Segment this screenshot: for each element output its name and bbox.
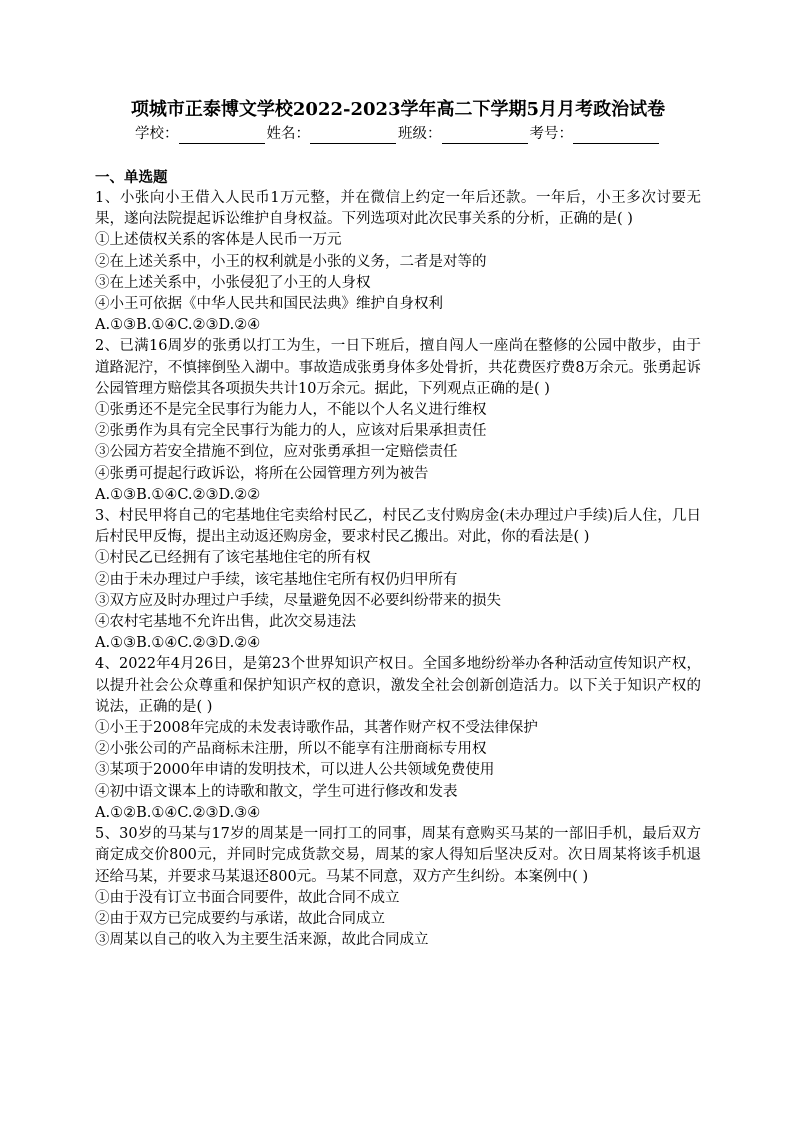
section-title: 一、单选题 <box>95 169 168 186</box>
question-stem: 2、已满16周岁的张勇以打工为生，一日下班后，擅自闯人一座尚在整修的公园中散步，由于道路泥泞，不慎摔倒坠入湖中。事故造成张勇身体多处骨折，共花费医疗费8万余元。张勇起诉公园管理方赔偿其各项损失共计10万余元。据此，下列观点正确的是( ) <box>95 338 701 397</box>
question-stem: 1、小张向小王借入人民币1万元整，并在微信上约定一年后还款。一年后，小王多次讨要无果，遂向法院提起诉讼维护自身权益。下列选项对此次民事关系的分析，正确的是( ) <box>95 190 701 228</box>
question-option: ①上述债权关系的客体是人民币一万元 <box>95 232 342 249</box>
question-4 <box>95 654 701 824</box>
question-option: ①由于没有订立书面合同要件，故此合同不成立 <box>95 889 400 906</box>
question-option: ③某项于2000年申请的发明技术，可以进人公共领域免费使用 <box>95 762 495 779</box>
question-option: ③公园方若安全措施不到位，应对张勇承担一定赔偿责任 <box>95 444 458 461</box>
class-label: 班级： <box>398 126 442 142</box>
class-field <box>398 124 530 144</box>
question-option: ④初中语文课本上的诗歌和散文，学生可进行修改和发表 <box>95 783 458 800</box>
answer-choices: A.①②B.①④C.②③D.③④ <box>95 804 261 821</box>
student-info-line <box>95 124 701 144</box>
question-option: ①张勇还不是完全民事行为能力人，不能以个人名义进行维权 <box>95 402 487 419</box>
question-option: ④小王可依据《中华人民共和国民法典》维护自身权利 <box>95 296 443 313</box>
name-field <box>267 124 399 144</box>
question-option: ②由于未办理过户手续，该宅基地住宅所有权仍归甲所有 <box>95 571 458 588</box>
school-field <box>135 124 267 144</box>
question-stem: 5、30岁的马某与17岁的周某是一同打工的同事，周某有意购买马某的一部旧手机，最后双方商定成交价800元，并同时完成货款交易，周某的家人得知后坚决反对。次日周某将该手机退还给马某，并要求马某退还800元。马某不同意，双方产生纠纷。本案例中( ) <box>95 826 701 885</box>
question-option: ②在上述关系中，小王的权利就是小张的义务，二者是对等的 <box>95 253 487 270</box>
question-option: ②张勇作为具有完全民事行为能力的人，应该对后果承担责任 <box>95 423 487 440</box>
question-option: ③周某以自己的收入为主要生活来源，故此合同成立 <box>95 932 429 949</box>
question-1 <box>95 188 701 336</box>
question-5 <box>95 824 701 951</box>
question-option: ③双方应及时办理过户手续，尽量避免因不必要纠纷带来的损失 <box>95 592 501 609</box>
school-label: 学校： <box>135 126 179 142</box>
question-3 <box>95 506 701 654</box>
answer-choices: A.①③B.①④C.②③D.②④ <box>95 635 261 652</box>
exam-page <box>95 98 701 951</box>
question-option: ①小王于2008年完成的未发表诗歌作品，其著作财产权不受法律保护 <box>95 720 538 737</box>
question-stem: 4、2022年4月26日，是第23个世界知识产权日。全国多地纷纷举办各种活动宣传知识产权，以提升社会公众尊重和保护知识产权的意识，激发全社会创新创造活力。以下关于知识产权的说法，正确的是( ) <box>95 656 701 715</box>
question-option: ②小张公司的产品商标未注册，所以不能享有注册商标专用权 <box>95 741 487 758</box>
question-option: ②由于双方已完成要约与承诺，故此合同成立 <box>95 910 385 927</box>
question-option: ①村民乙已经拥有了该宅基地住宅的所有权 <box>95 550 371 567</box>
name-blank <box>310 127 396 144</box>
answer-choices: A.①③B.①④C.②③D.②④ <box>95 317 261 334</box>
question-option: ④张勇可提起行政诉讼，将所在公园管理方列为被告 <box>95 465 429 482</box>
question-2 <box>95 336 701 506</box>
name-label: 姓名： <box>266 126 310 142</box>
question-option: ③在上述关系中，小张侵犯了小王的人身权 <box>95 274 371 291</box>
class-blank <box>442 127 528 144</box>
exam-number-blank <box>573 127 659 144</box>
exam-title: 项城市正泰博文学校2022-2023学年高二下学期5月月考政治试卷 <box>130 99 666 120</box>
question-option: ④农村宅基地不允许出售，此次交易违法 <box>95 614 356 631</box>
exam-number-label: 考号： <box>529 126 573 142</box>
school-blank <box>179 127 265 144</box>
answer-choices: A.①③B.①④C.②③D.②② <box>95 486 261 503</box>
question-stem: 3、村民甲将自己的宅基地住宅卖给村民乙，村民乙支付购房金(未办理过户手续)后人住，几日后村民甲反悔，提出主动返还购房金，要求村民乙搬出。对此，你的看法是( ) <box>95 508 701 546</box>
exam-number-field <box>530 124 662 144</box>
